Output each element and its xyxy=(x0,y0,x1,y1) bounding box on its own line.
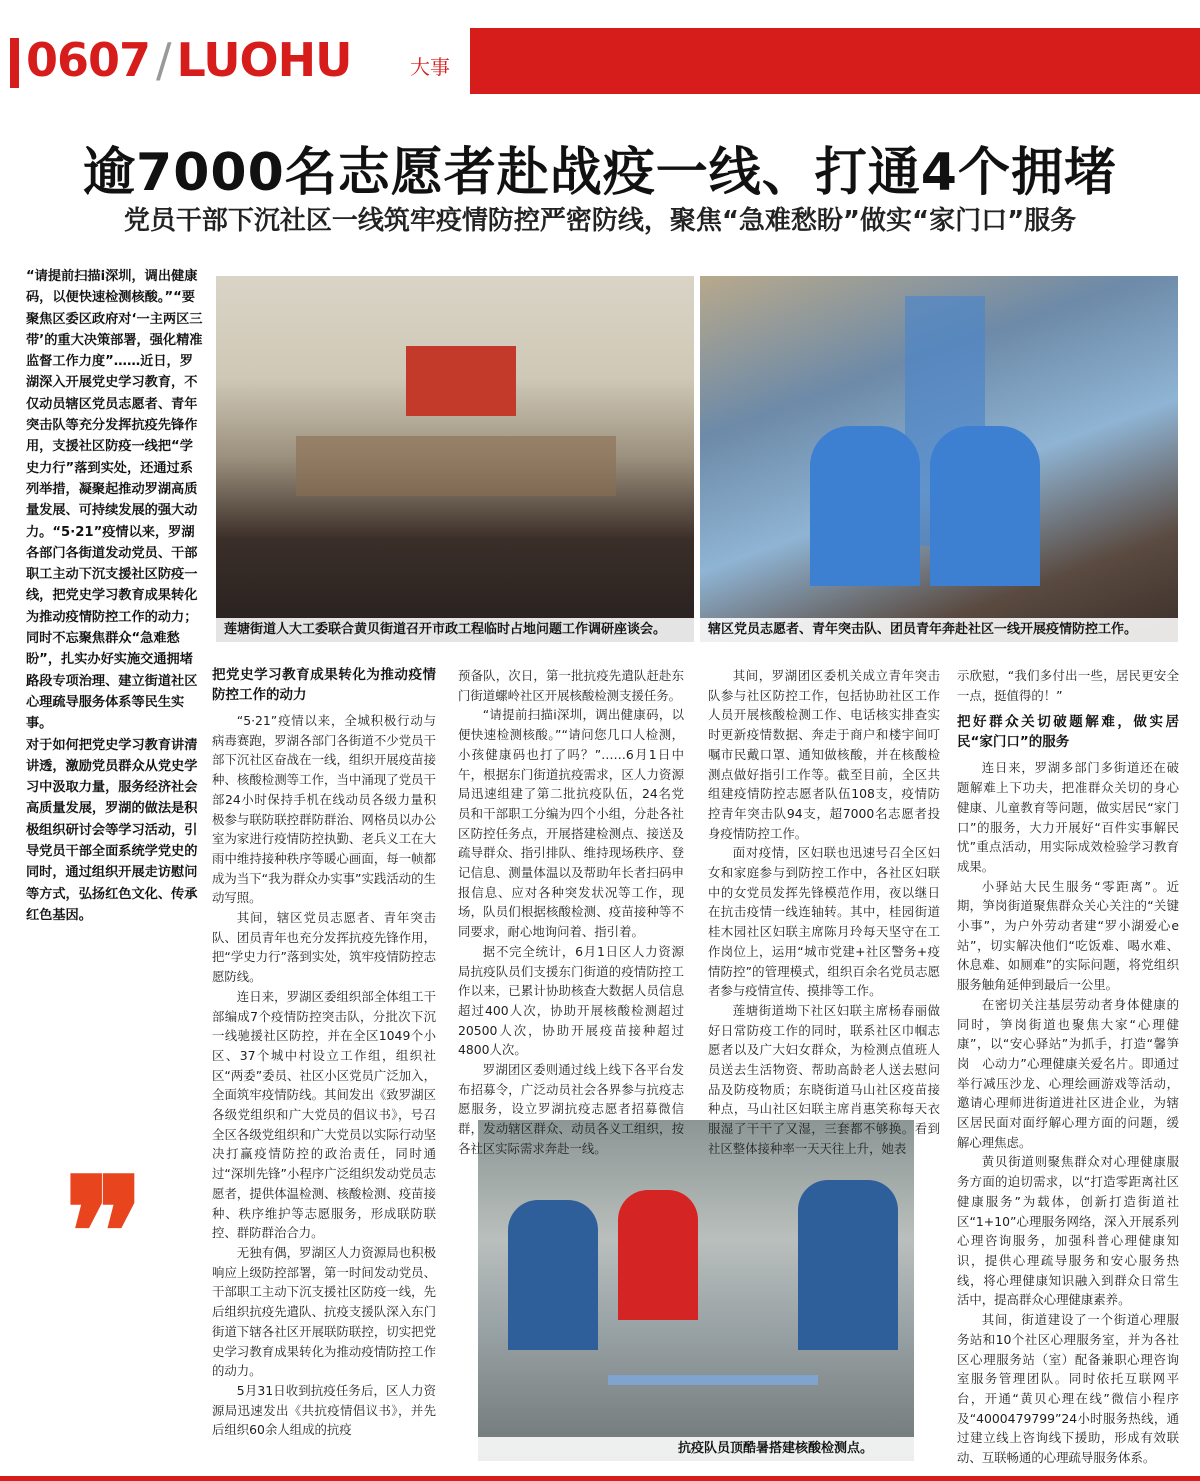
paragraph: “5·21”疫情以来，全城积极行动与病毒赛跑，罗湖各部门各街道不少党员干部下沉社区奋战在一线，组织开展疫苗接种、核酸检测等工作，当中涌现了党员干部24小时保持手机在线动员各级力量积极参与联防联控群防群治、网格员以办公室为家进行疫情防控执勤、老兵义工在大雨中维持接种秩序等暖心画面，每一帧都成为当下“我为群众办实事”实践活动的生动写照。 xyxy=(212,713,436,906)
edition-divider: / xyxy=(156,33,171,87)
paragraph: 其间，街道建设了一个街道心理服务站和10个社区心理服务室，并为各社区心理服务站（室）配备兼职心理咨询室服务管理团队。同时依托互联网平台，开通“黄贝心理在线”微信小程序及“4000479799”24小时服务热线，通过建立线上咨询线下援助，形成有效联动、互联畅通的心理疏导服务体系。 xyxy=(957,1312,1179,1466)
paragraph: 莲塘街道坳下社区妇联主席杨春丽做好日常防疫工作的同时，联系社区巾帼志愿者以及广大妇女群众，为检测点值班人员送去生活物资、帮助高龄老人送去慰问品及防疫物质；东晓街道马山社区疫苗接种点，马山社区妇联主席肖惠笑称每天衣服湿了干干了又湿，三套都不够换。看到社区整体接种率一天天往上升，她表 xyxy=(708,1002,940,1156)
paragraph: 其间，罗湖团区委机关成立青年突击队参与社区防控工作，包括协助社区工作人员开展核酸检测工作、电话核实排查实时更新疫情数据、奔走于商户和楼宇间叮嘱市民戴口罩、通知做核酸，并在核酸检测点做好指引工作等。截至目前，全区共组建疫情防控志愿者队伍108支，疫情防控青年突击队94支，超7000名志愿者投身疫情防控工作。 xyxy=(708,668,940,841)
lead-paragraph: “请提前扫描i深圳，调出健康码，以便快速检测核酸。”“要聚焦区委区政府对‘一主两区三带’的重大决策部署，强化精准监督工作力度”……近日，罗湖深入开展党史学习教育，不仅动员辖区党员志愿者、青年突击队等充分发挥抗疫先锋作用，支援社区防疫一线把“学史力行”落到实处，还通过系列举措，凝聚起推动罗湖高质量发展、可持续发展的强大动力。“5·21”疫情以来，罗湖各部门各街道发动党员、干部职工主动下沉支援社区防疫一线，把党史学习教育成果转化为推动疫情防控工作的动力；同时不忘聚焦群众“急难愁盼”，扎实办好实施交通拥堵路段专项治理、建立街道社区心理疏导服务体系等民生实事。 xyxy=(26,269,203,732)
photo-caption: 抗疫队员顶酷暑搭建核酸检测点。 xyxy=(478,1437,914,1461)
lead-column xyxy=(26,266,204,926)
photo-volunteer-shape xyxy=(930,426,1040,586)
bottom-rule xyxy=(0,1476,1200,1481)
photo-tape-shape xyxy=(608,1375,818,1385)
paragraph: 5月31日收到抗疫任务后，区人力资源局迅速发出《共抗疫情倡议书》，并先后组织60余人组成的抗疫 xyxy=(212,1382,436,1438)
paragraph: 无独有偶，罗湖区人力资源局也积极响应上级防控部署，第一时间发动党员、干部职工主动下沉支援社区防疫一线，先后组织抗疫先遣队、抗疫支援队深入东门街道下辖各社区开展联防联控，切实把党史学习教育成果转化为推动疫情防控工作的动力。 xyxy=(212,1244,436,1379)
paragraph: 示欣慰，“我们多付出一些，居民更安全一点，挺值得的！” xyxy=(957,668,1179,703)
photo-meeting xyxy=(216,276,694,642)
paragraph: 小驿站大民生服务“零距离”。近期，笋岗街道聚焦群众关心关注的“关键小事”，为户外劳动者建“罗小湖爱心e站”，切实解决他们“吃饭难、喝水难、休息难、如厕难”的实际问题，将党组织服务触角延伸到最后一公里。 xyxy=(957,878,1179,993)
paragraph: “请提前扫描i深圳，调出健康码，以便快速检测核酸。”“请问您几口人检测，小孩健康码也打了吗？”……6月1日中午，根据东门街道抗疫需求，区人力资源局迅速组建了第二批抗疫队伍，24名党员和干部职工分编为四个小组，分赴各社区防控任务点，开展搭建检测点、接送及疏导群众、指引排队、维持现场秩序、登记信息、测量体温以及帮助年长者扫码申报信息、应对各种突发状况等工作，现场，队员们根据核酸检测、疫苗接种等不同要求，耐心地询问着、指引着。 xyxy=(458,707,684,940)
section-marker xyxy=(10,38,19,88)
paragraph: 罗湖团区委则通过线上线下各平台发布招募令，广泛动员社会各界参与抗疫志愿服务，设立罗湖抗疫志愿者招募微信群，发动辖区群众、动员各义工组织，按各社区实际需求奔赴一线。 xyxy=(458,1062,684,1156)
photo-table-shape xyxy=(296,436,616,496)
section-heading: 把党史学习教育成果转化为推动疫情防控工作的动力 xyxy=(212,667,436,703)
photo-volunteer-shape xyxy=(810,426,920,586)
photo-caption: 辖区党员志愿者、青年突击队、团员青年奔赴社区一线开展疫情防控工作。 xyxy=(700,618,1178,642)
edition-label xyxy=(26,30,352,90)
paragraph: 面对疫情，区妇联也迅速号召全区妇女和家庭参与到防控工作中，各社区妇联中的女党员发挥先锋模范作用，夜以继日在抗击疫情一线连轴转。其中，桂园街道桂木园社区妇联主席陈月玲每天坚守在工作岗位上，运用“城市党建+社区警务+疫情防控”的管理模式，组织百余名党员志愿者参与疫情宣传、摸排等工作。 xyxy=(708,845,940,999)
article-column-3 xyxy=(708,666,940,1159)
quote-mark-icon: ❞ xyxy=(64,1145,145,1321)
subsection-label: 大事 xyxy=(410,55,450,79)
paragraph: 黄贝街道则聚焦群众对心理健康服务方面的迫切需求，以“打造零距离社区健康服务”为载体，创新打造街道社区“1+10”心理服务网络，深入开展系列心理咨询服务，加强科普心理健康知识，提供心理疏导服务和安心服务热线，将心理健康知识融入到群众日常生活中，提高群众心理健康素养。 xyxy=(957,1154,1179,1308)
lead-paragraph-2: 对于如何把党史学习教育讲清讲透，激励党员群众从党史学习中汲取力量，服务经济社会高质量发展，罗湖的做法是积极组织研讨会等学习活动，引导党员干部全面系统学党史的同时，通过组织开展走访慰问等方式，弘扬红色文化、传承红色基因。 xyxy=(26,737,198,923)
photo-banner-shape xyxy=(406,346,516,416)
paragraph: 据不完全统计，6月1日区人力资源局抗疫队员们支援东门街道的疫情防控工作以来，已累计协助核查大数据人员信息超过400人次，协助开展核酸检测超过20500人次，协助开展疫苗接种超过4800人次。 xyxy=(458,943,684,1058)
photo-caption: 莲塘街道人大工委联合黄贝街道召开市政工程临时占地问题工作调研座谈会。 xyxy=(216,618,694,642)
photo-worker-shape xyxy=(618,1190,698,1320)
paragraph: 连日来，罗湖区委组织部全体组工干部编成7个疫情防控突击队，分批次下沉一线驰援社区防控，并在全区1049个小区、37个城中村设立工作组，组织社区“两委”委员、社区小区党员广泛加入，全面筑牢疫情防线。其间发出《致罗湖区各级党组织和广大党员的倡议书》，号召全区各级党组织和广大党员以实际行动坚决打赢疫情防控的政治责任，同时通过“深圳先锋”小程序广泛组织发动党员志愿者，提供体温检测、核酸检测、疫苗接种、秩序维护等志愿服务，形成联防联控、群防群治合力。 xyxy=(212,988,436,1241)
section-heading: 把好群众关切破题解难，做实居民“家门口”的服务 xyxy=(957,714,1179,750)
article-column-1 xyxy=(212,666,436,1440)
photo-testing-site xyxy=(478,1120,914,1461)
paragraph: 其间，辖区党员志愿者、青年突击队、团员青年也充分发挥抗疫先锋作用，把“学史力行”落到实处，筑牢疫情防控志愿防线。 xyxy=(212,910,436,985)
article-column-2 xyxy=(458,666,684,1159)
paragraph: 在密切关注基层劳动者身体健康的同时，笋岗街道也聚焦大家“心理健康”，以“安心驿站”为抓手，打造“馨笋岗 心动力”心理健康关爱名片。即通过举行减压沙龙、心理绘画游戏等活动，邀请心理师进街道进社区进企业，为辖区居民面对面纾解心理方面的问题，缓解心理焦虑。 xyxy=(957,996,1179,1150)
photo-worker-shape xyxy=(508,1200,598,1350)
section-name: LUOHU xyxy=(176,33,352,87)
paragraph: 连日来，罗湖多部门多街道还在破题解难上下功夫，把准群众关切的身心健康、儿童教育等问题，做实居民“家门口”的服务，大力开展好“百件实事解民忧”重点活动，用实际成效检验学习教育成果。 xyxy=(957,760,1179,874)
headline: 逾7000名志愿者赴战疫一线、打通4个拥堵 xyxy=(83,143,1117,203)
photo-worker-shape xyxy=(798,1180,898,1350)
subheadline: 党员干部下沉社区一线筑牢疫情防控严密防线，聚焦“急难愁盼”做实“家门口”服务 xyxy=(123,206,1077,236)
paragraph: 预备队，次日，第一批抗疫先遣队赶赴东门街道螺岭社区开展核酸检测支援任务。 xyxy=(458,668,684,703)
edition-number: 0607 xyxy=(26,33,151,87)
photo-volunteers xyxy=(700,276,1178,642)
article-column-4 xyxy=(957,666,1179,1468)
